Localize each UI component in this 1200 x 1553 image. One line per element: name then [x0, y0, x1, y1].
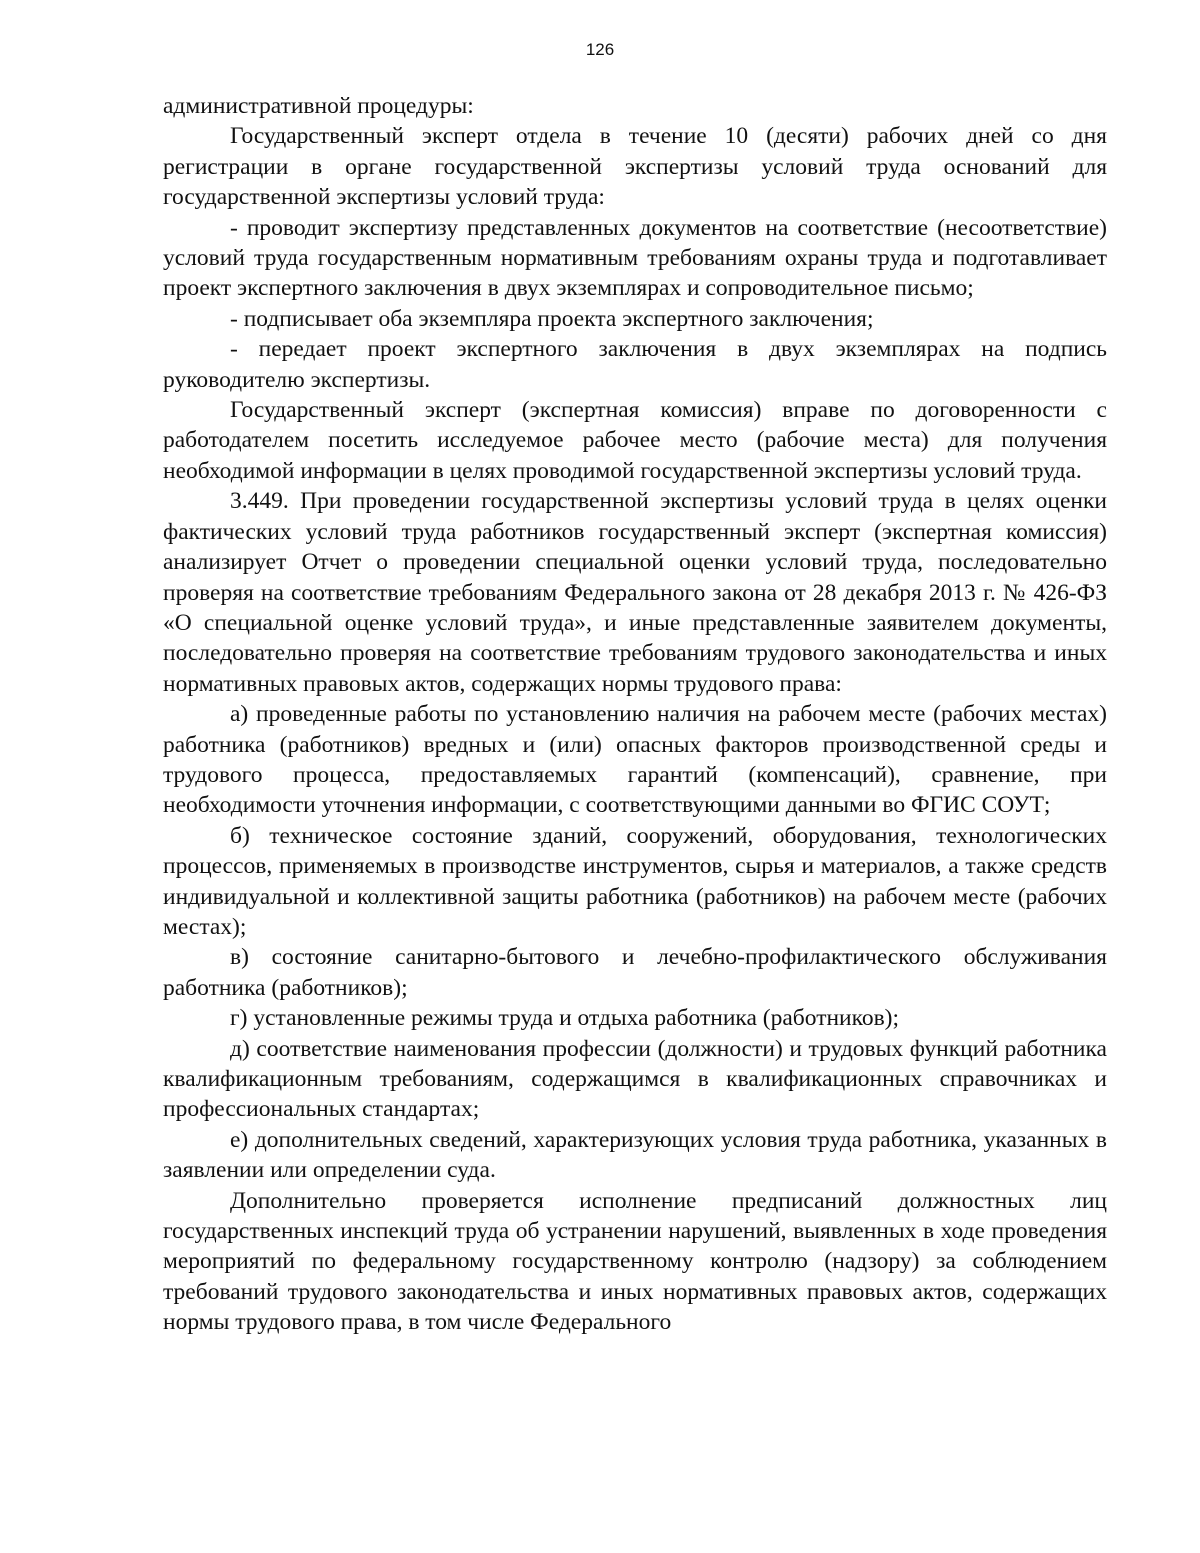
list-item-transfers-draft: - передает проект экспертного заключения в двух экземплярах на подпись руководителю экспертизы.: [163, 336, 1107, 393]
document-body: [163, 91, 1107, 1338]
page-number: 126: [585, 40, 615, 59]
list-item-v: в) состояние санитарно-бытового и лечебно-профилактического обслуживания работника (работников);: [163, 944, 1107, 1001]
paragraph-clause-3-449: 3.449. При проведении государственной экспертизы условий труда в целях оценки фактических условий труда работников государственный эксперт (экспертная комиссия) анализирует Отчет о проведении специальной оценки условий труда, последовательно проверяя на соответствие требованиям Федерального закона от 28 декабря 2013 г. № 426-ФЗ «О специальной оценке условий труда», и иные представленные заявителем документы, последовательно проверяя на соответствие требованиям трудового законодательства и иных нормативных правовых актов, содержащих нормы трудового права:: [163, 488, 1107, 697]
paragraph-workplace-visit: Государственный эксперт (экспертная комиссия) вправе по договоренности с работодателем посетить исследуемое рабочее место (рабочие места) для получения необходимой информации в целях проводимой государственной экспертизы условий труда.: [163, 397, 1107, 484]
paragraph-expert-duties: Государственный эксперт отдела в течение 10 (десяти) рабочих дней со дня регистрации в органе государственной экспертизы условий труда оснований для государственной экспертизы условий труда:: [163, 123, 1107, 211]
paragraph-additional-check: Дополнительно проверяется исполнение предписаний должностных лиц государственных инспекций труда об устранении нарушений, выявленных в ходе проведения мероприятий по федеральному государственному контролю (надзору) за соблюдением требований трудового законодательства и иных нормативных правовых актов, содержащих нормы трудового права, в том числе Федерального: [163, 1187, 1107, 1336]
list-item-b: б) техническое состояние зданий, сооружений, оборудования, технологических процессов, применяемых в производстве инструментов, сырья и материалов, а также средств индивидуальной и коллективной защиты работника (работников) на рабочем месте (рабочих местах);: [163, 822, 1107, 940]
list-item-e: е) дополнительных сведений, характеризующих условия труда работника, указанных в заявлении или определении суда.: [163, 1126, 1107, 1184]
list-item-signs-copies: - подписывает оба экземпляра проекта экспертного заключения;: [230, 305, 874, 332]
list-item-g: г) установленные режимы труда и отдыха работника (работников);: [230, 1005, 900, 1032]
list-item-a: а) проведенные работы по установлению наличия на рабочем месте (рабочих местах) работника (работников) вредных и (или) опасных факторов производственной среды и трудового процесса, предоставляемых гарантий (компенсаций), сравнение, при необходимости уточнения информации, с соответствующими данными во ФГИС СОУТ;: [163, 701, 1107, 819]
list-item-d: д) соответствие наименования профессии (должности) и трудовых функций работника квалификационным требованиям, содержащимся в квалификационных справочниках и профессиональных стандартах;: [163, 1035, 1107, 1123]
list-item-conducts-expertise: - проводит экспертизу представленных документов на соответствие (несоответствие) условий труда государственным нормативным требованиям охраны труда и подготавливает проект экспертного заключения в двух экземплярах и сопроводительное письмо;: [163, 214, 1107, 302]
paragraph-procedure-end: административной процедуры:: [163, 93, 474, 119]
